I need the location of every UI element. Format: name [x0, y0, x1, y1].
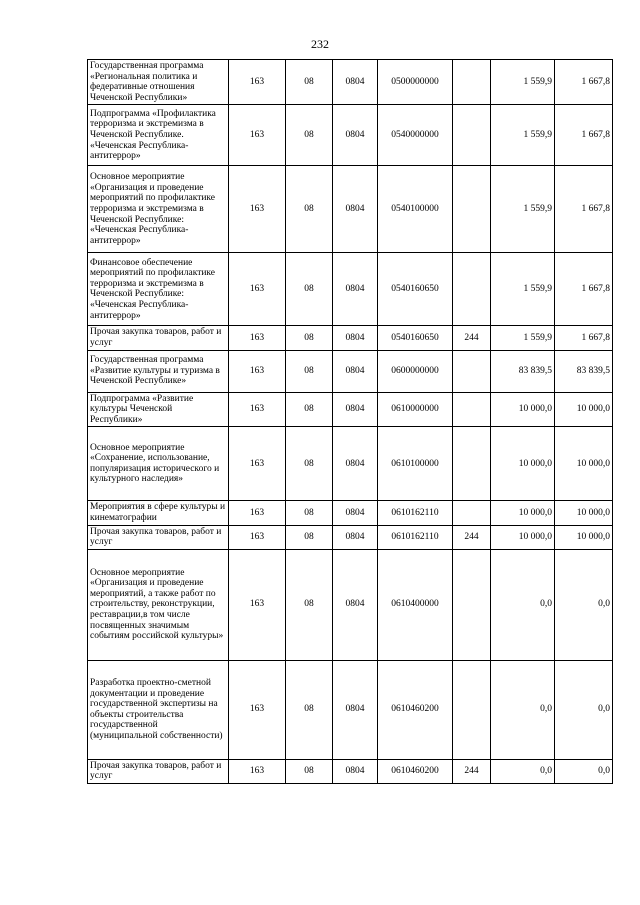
table-row: [88, 759, 613, 783]
expense-type-cell: [453, 501, 491, 525]
subsection-code-cell: 0804: [333, 549, 378, 660]
target-article-cell: 0610460200: [378, 759, 453, 783]
target-article-cell: 0610000000: [378, 392, 453, 427]
expense-type-cell: [453, 166, 491, 253]
section-code-cell: 08: [286, 759, 333, 783]
amount-year2-cell: 1 667,8: [555, 105, 613, 166]
subsection-code-cell: 0804: [333, 253, 378, 326]
amount-year2-cell: 0,0: [555, 549, 613, 660]
ministry-code-cell: 163: [229, 253, 286, 326]
amount-year1-cell: 1 559,9: [491, 166, 555, 253]
section-code-cell: 08: [286, 501, 333, 525]
row-name-cell: Финансовое обеспечение мероприятий по профилактике терроризма и экстремизма в Чеченской Республике: «Чеченская Республика-антитеррор»: [88, 253, 229, 326]
amount-year1-cell: 1 559,9: [491, 326, 555, 350]
ministry-code-cell: 163: [229, 350, 286, 392]
target-article-cell: 0540160650: [378, 253, 453, 326]
subsection-code-cell: 0804: [333, 326, 378, 350]
section-code-cell: 08: [286, 253, 333, 326]
ministry-code-cell: 163: [229, 525, 286, 549]
subsection-code-cell: 0804: [333, 105, 378, 166]
amount-year2-cell: 0,0: [555, 660, 613, 759]
table-row: [88, 501, 613, 525]
amount-year2-cell: 10 000,0: [555, 427, 613, 501]
amount-year1-cell: 0,0: [491, 660, 555, 759]
budget-table: [87, 59, 613, 784]
ministry-code-cell: 163: [229, 326, 286, 350]
subsection-code-cell: 0804: [333, 60, 378, 105]
section-code-cell: 08: [286, 326, 333, 350]
expense-type-cell: [453, 660, 491, 759]
subsection-code-cell: 0804: [333, 759, 378, 783]
amount-year2-cell: 1 667,8: [555, 253, 613, 326]
table-row: [88, 166, 613, 253]
target-article-cell: 0610100000: [378, 427, 453, 501]
expense-type-cell: [453, 253, 491, 326]
amount-year1-cell: 0,0: [491, 549, 555, 660]
ministry-code-cell: 163: [229, 166, 286, 253]
ministry-code-cell: 163: [229, 427, 286, 501]
target-article-cell: 0540160650: [378, 326, 453, 350]
subsection-code-cell: 0804: [333, 392, 378, 427]
amount-year1-cell: 0,0: [491, 759, 555, 783]
amount-year2-cell: 1 667,8: [555, 166, 613, 253]
subsection-code-cell: 0804: [333, 350, 378, 392]
table-row: [88, 105, 613, 166]
row-name-cell: Государственная программа «Региональная политика и федеративные отношения Чеченской Республики»: [88, 60, 229, 105]
table-row: [88, 326, 613, 350]
target-article-cell: 0610400000: [378, 549, 453, 660]
target-article-cell: 0610460200: [378, 660, 453, 759]
section-code-cell: 08: [286, 525, 333, 549]
amount-year2-cell: 10 000,0: [555, 501, 613, 525]
row-name-cell: Прочая закупка товаров, работ и услуг: [88, 525, 229, 549]
row-name-cell: Подпрограмма «Развитие культуры Чеченской Республики»: [88, 392, 229, 427]
target-article-cell: 0500000000: [378, 60, 453, 105]
expense-type-cell: 244: [453, 759, 491, 783]
section-code-cell: 08: [286, 166, 333, 253]
amount-year2-cell: 10 000,0: [555, 525, 613, 549]
amount-year2-cell: 10 000,0: [555, 392, 613, 427]
target-article-cell: 0600000000: [378, 350, 453, 392]
table-row: [88, 549, 613, 660]
target-article-cell: 0540000000: [378, 105, 453, 166]
table-row: [88, 427, 613, 501]
section-code-cell: 08: [286, 660, 333, 759]
target-article-cell: 0610162110: [378, 525, 453, 549]
amount-year1-cell: 10 000,0: [491, 427, 555, 501]
section-code-cell: 08: [286, 105, 333, 166]
expense-type-cell: [453, 392, 491, 427]
table-row: [88, 350, 613, 392]
ministry-code-cell: 163: [229, 549, 286, 660]
table-row: [88, 60, 613, 105]
row-name-cell: Прочая закупка товаров, работ и услуг: [88, 326, 229, 350]
amount-year1-cell: 1 559,9: [491, 105, 555, 166]
row-name-cell: Мероприятия в сфере культуры и кинематографии: [88, 501, 229, 525]
amount-year1-cell: 10 000,0: [491, 501, 555, 525]
section-code-cell: 08: [286, 350, 333, 392]
ministry-code-cell: 163: [229, 660, 286, 759]
amount-year2-cell: 1 667,8: [555, 326, 613, 350]
expense-type-cell: [453, 549, 491, 660]
table-row: [88, 660, 613, 759]
row-name-cell: Основное мероприятие «Сохранение, использование, популяризация исторического и культурного наследия»: [88, 427, 229, 501]
expense-type-cell: 244: [453, 525, 491, 549]
row-name-cell: Государственная программа «Развитие культуры и туризма в Чеченской Республике»: [88, 350, 229, 392]
amount-year1-cell: 1 559,9: [491, 253, 555, 326]
expense-type-cell: [453, 427, 491, 501]
section-code-cell: 08: [286, 392, 333, 427]
subsection-code-cell: 0804: [333, 427, 378, 501]
ministry-code-cell: 163: [229, 392, 286, 427]
section-code-cell: 08: [286, 60, 333, 105]
section-code-cell: 08: [286, 427, 333, 501]
amount-year2-cell: 1 667,8: [555, 60, 613, 105]
amount-year1-cell: 1 559,9: [491, 60, 555, 105]
subsection-code-cell: 0804: [333, 501, 378, 525]
section-code-cell: 08: [286, 549, 333, 660]
ministry-code-cell: 163: [229, 60, 286, 105]
ministry-code-cell: 163: [229, 105, 286, 166]
expense-type-cell: [453, 105, 491, 166]
ministry-code-cell: 163: [229, 759, 286, 783]
page-number: 232: [311, 37, 329, 51]
table-row: [88, 525, 613, 549]
subsection-code-cell: 0804: [333, 660, 378, 759]
table-row: [88, 253, 613, 326]
target-article-cell: 0610162110: [378, 501, 453, 525]
amount-year1-cell: 10 000,0: [491, 525, 555, 549]
ministry-code-cell: 163: [229, 501, 286, 525]
amount-year1-cell: 10 000,0: [491, 392, 555, 427]
expense-type-cell: [453, 350, 491, 392]
amount-year2-cell: 0,0: [555, 759, 613, 783]
subsection-code-cell: 0804: [333, 525, 378, 549]
row-name-cell: Подпрограмма «Профилактика терроризма и экстремизма в Чеченской Республике. «Чеченская Республика-антитеррор»: [88, 105, 229, 166]
target-article-cell: 0540100000: [378, 166, 453, 253]
table-body: [88, 60, 613, 784]
expense-type-cell: [453, 60, 491, 105]
row-name-cell: Разработка проектно-сметной документации и проведение государственной экспертизы на объекты строительства государственной (муниципальной собственности): [88, 660, 229, 759]
expense-type-cell: 244: [453, 326, 491, 350]
amount-year2-cell: 83 839,5: [555, 350, 613, 392]
subsection-code-cell: 0804: [333, 166, 378, 253]
row-name-cell: Основное мероприятие «Организация и проведение мероприятий по профилактике терроризма и экстремизма в Чеченской Республике: «Чеченская Республика-антитеррор»: [88, 166, 229, 253]
amount-year1-cell: 83 839,5: [491, 350, 555, 392]
row-name-cell: Основное мероприятие «Организация и проведение мероприятий, а также работ по строительству, реконструкции, реставрации,в том числе посвященных значимым событиям российской культуры»: [88, 549, 229, 660]
table-row: [88, 392, 613, 427]
row-name-cell: Прочая закупка товаров, работ и услуг: [88, 759, 229, 783]
